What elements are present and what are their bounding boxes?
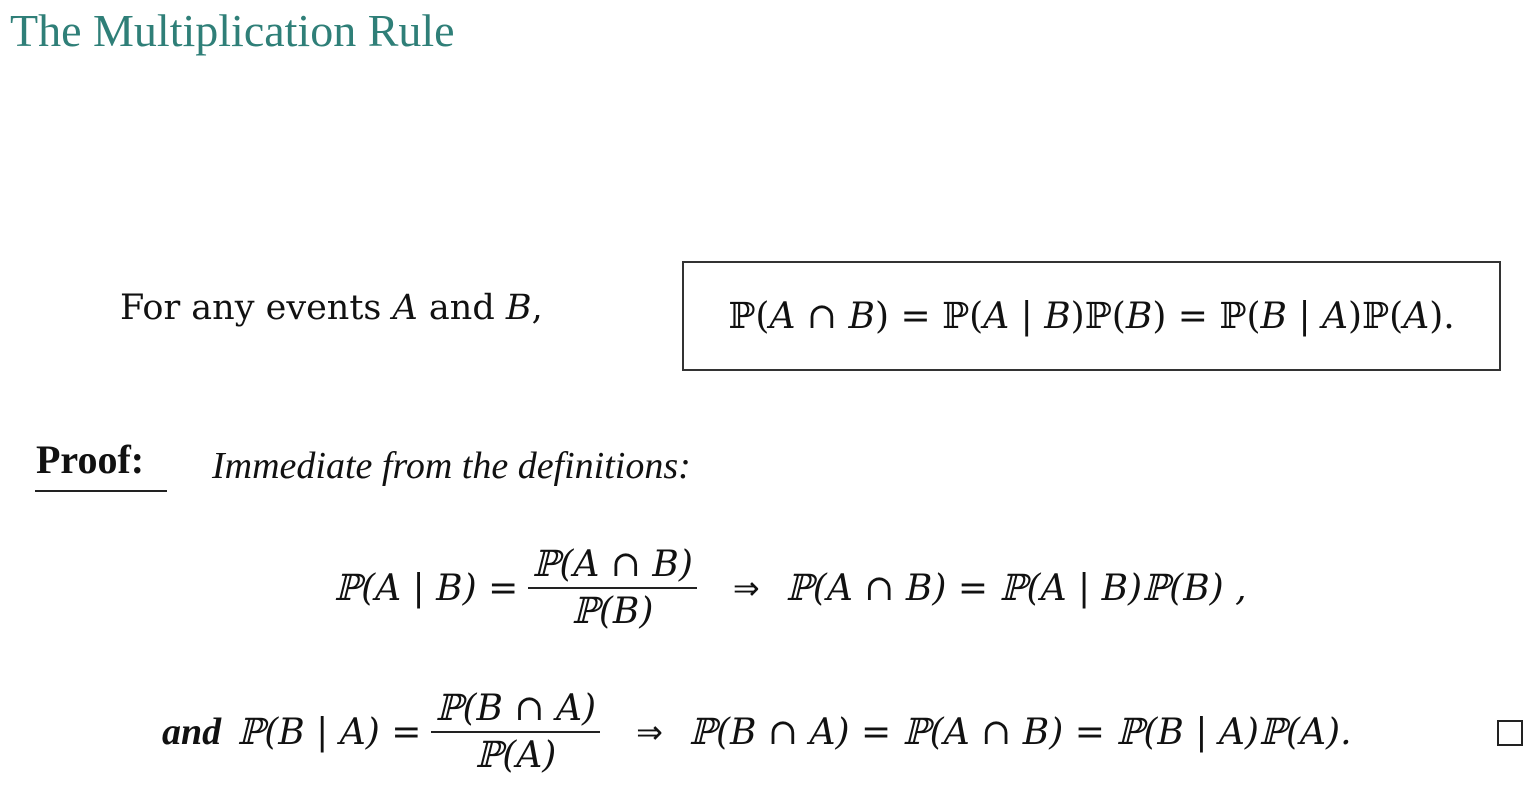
formula-part: A xyxy=(769,295,796,337)
eq1-numerator: ℙ(A ∩ B) xyxy=(532,544,693,585)
intro-prefix: For any events xyxy=(120,288,393,328)
formula-part: ). xyxy=(1429,295,1455,337)
eq1-denominator: ℙ(B) xyxy=(571,591,654,632)
formula-part: A xyxy=(1403,295,1430,337)
intro-suffix: , xyxy=(531,288,543,328)
formula-part: )ℙ( xyxy=(1348,295,1404,337)
formula-part: ) = ℙ( xyxy=(1152,295,1261,337)
proof-equation-line-2 xyxy=(162,688,1352,776)
eq2-numerator: ℙ(B ∩ A) xyxy=(435,688,597,729)
formula-part: ℙ( xyxy=(728,295,770,337)
proof-underline xyxy=(35,490,167,492)
formula-part: B xyxy=(1044,295,1071,337)
proof-label: Proof: xyxy=(36,437,145,482)
formula-part: A xyxy=(1322,295,1349,337)
formula-part: ) = ℙ( xyxy=(874,295,984,337)
event-b: B xyxy=(505,288,532,328)
formula-part: | xyxy=(1287,295,1323,337)
page-title: The Multiplication Rule xyxy=(10,5,455,56)
intro-and: and xyxy=(417,288,506,328)
eq1-fraction xyxy=(528,544,697,632)
formula-part: A xyxy=(983,295,1010,337)
proof-equation-line-1 xyxy=(334,544,1247,632)
formula-part: B xyxy=(848,295,875,337)
boxed-formula xyxy=(682,261,1501,371)
formula-part: B xyxy=(1260,295,1287,337)
implies-arrow: ⇒ xyxy=(636,713,663,751)
formula-part: )ℙ( xyxy=(1070,295,1126,337)
eq2-denominator: ℙ(A) xyxy=(475,735,557,776)
qed-square-icon xyxy=(1497,720,1523,746)
eq1-lhs: ℙ(A | B) = xyxy=(334,567,519,609)
eq2-rhs: ℙ(B ∩ A) = ℙ(A ∩ B) = ℙ(B | A)ℙ(A). xyxy=(688,711,1352,753)
formula-part: B xyxy=(1125,295,1153,337)
eq2-lhs: ℙ(B | A) = xyxy=(237,711,422,753)
proof-text: Immediate from the definitions: xyxy=(212,445,691,487)
eq2-fraction xyxy=(431,688,600,776)
formula-part: | xyxy=(1009,295,1045,337)
theorem-intro xyxy=(120,288,543,328)
event-a: A xyxy=(392,288,418,328)
implies-arrow: ⇒ xyxy=(732,569,760,607)
formula-part: ∩ xyxy=(795,295,849,337)
and-word: and xyxy=(162,711,222,753)
eq1-rhs: ℙ(A ∩ B) = ℙ(A | B)ℙ(B) , xyxy=(785,567,1247,609)
multiplication-rule-formula xyxy=(728,296,1454,337)
